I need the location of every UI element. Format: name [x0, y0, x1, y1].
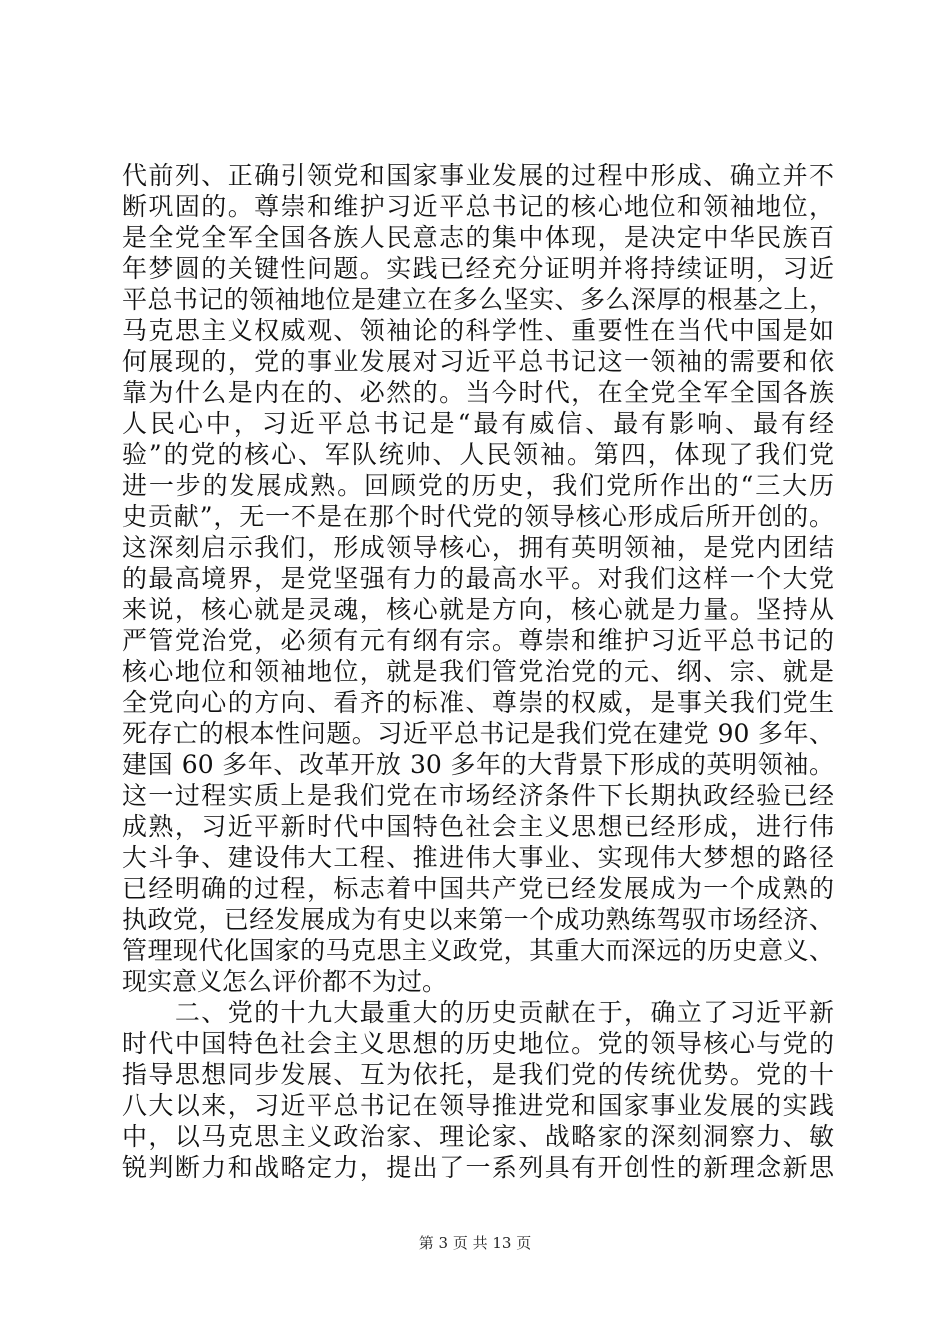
text-line: 死存亡的根本性问题。习近平总书记是我们党在建党 90 多年、 — [122, 719, 834, 748]
document-body — [122, 160, 834, 1183]
text-line: 平总书记的领袖地位是建立在多么坚实、多么深厚的根基之上， — [122, 285, 834, 314]
text-line: 断巩固的。尊崇和维护习近平总书记的核心地位和领袖地位， — [122, 192, 834, 221]
text-line: 来说，核心就是灵魂，核心就是方向，核心就是力量。坚持从 — [122, 595, 834, 624]
paragraph-start-line: 二、党的十九大最重大的历史贡献在于，确立了习近平新 — [122, 998, 834, 1027]
text-line: 是全党全军全国各族人民意志的集中体现，是决定中华民族百 — [122, 223, 834, 252]
text-line: 史贡献”，无一不是在那个时代党的领导核心形成后所开创的。 — [122, 502, 834, 531]
text-line: 进一步的发展成熟。回顾党的历史，我们党所作出的“三大历 — [122, 471, 834, 500]
text-line: 严管党治党，必须有元有纲有宗。尊崇和维护习近平总书记的 — [122, 626, 834, 655]
text-line: 全党向心的方向、看齐的标准、尊崇的权威，是事关我们党生 — [122, 688, 834, 717]
text-line: 核心地位和领袖地位，就是我们管党治党的元、纲、宗、就是 — [122, 657, 834, 686]
text-line: 时代中国特色社会主义思想的历史地位。党的领导核心与党的 — [122, 1029, 834, 1058]
text-line: 马克思主义权威观、领袖论的科学性、重要性在当代中国是如 — [122, 316, 834, 345]
text-line: 锐判断力和战略定力，提出了一系列具有开创性的新理念新思 — [122, 1153, 834, 1182]
text-line: 八大以来，习近平总书记在领导推进党和国家事业发展的实践 — [122, 1091, 834, 1120]
text-line: 靠为什么是内在的、必然的。当今时代，在全党全军全国各族 — [122, 378, 834, 407]
text-line: 成熟，习近平新时代中国特色社会主义思想已经形成，进行伟 — [122, 812, 834, 841]
text-line: 这深刻启示我们，形成领导核心，拥有英明领袖，是党内团结 — [122, 533, 834, 562]
text-line: 年梦圆的关键性问题。实践已经充分证明并将持续证明，习近 — [122, 254, 834, 283]
text-line: 指导思想同步发展、互为依托，是我们党的传统优势。党的十 — [122, 1060, 834, 1089]
text-line: 这一过程实质上是我们党在市场经济条件下长期执政经验已经 — [122, 781, 834, 810]
text-line: 管理现代化国家的马克思主义政党，其重大而深远的历史意义、 — [122, 936, 834, 965]
text-line: 大斗争、建设伟大工程、推进伟大事业、实现伟大梦想的路径 — [122, 843, 834, 872]
text-line: 何展现的，党的事业发展对习近平总书记这一领袖的需要和依 — [122, 347, 834, 376]
text-line: 执政党，已经发展成为有史以来第一个成功熟练驾驭市场经济、 — [122, 905, 834, 934]
text-line: 验”的党的核心、军队统帅、人民领袖。第四，体现了我们党 — [122, 440, 834, 469]
text-line: 中，以马克思主义政治家、理论家、战略家的深刻洞察力、敏 — [122, 1122, 834, 1151]
text-line: 已经明确的过程，标志着中国共产党已经发展成为一个成熟的 — [122, 874, 834, 903]
page-number-footer: 第 3 页 共 13 页 — [418, 1234, 532, 1252]
text-line: 建国 60 多年、改革开放 30 多年的大背景下形成的英明领袖。 — [122, 750, 834, 779]
text-line: 的最高境界，是党坚强有力的最高水平。对我们这样一个大党 — [122, 564, 834, 593]
paragraph-end-line: 现实意义怎么评价都不为过。 — [122, 967, 448, 996]
text-line: 代前列、正确引领党和国家事业发展的过程中形成、确立并不 — [122, 161, 834, 190]
text-line: 人民心中，习近平总书记是“最有威信、最有影响、最有经 — [122, 409, 834, 438]
